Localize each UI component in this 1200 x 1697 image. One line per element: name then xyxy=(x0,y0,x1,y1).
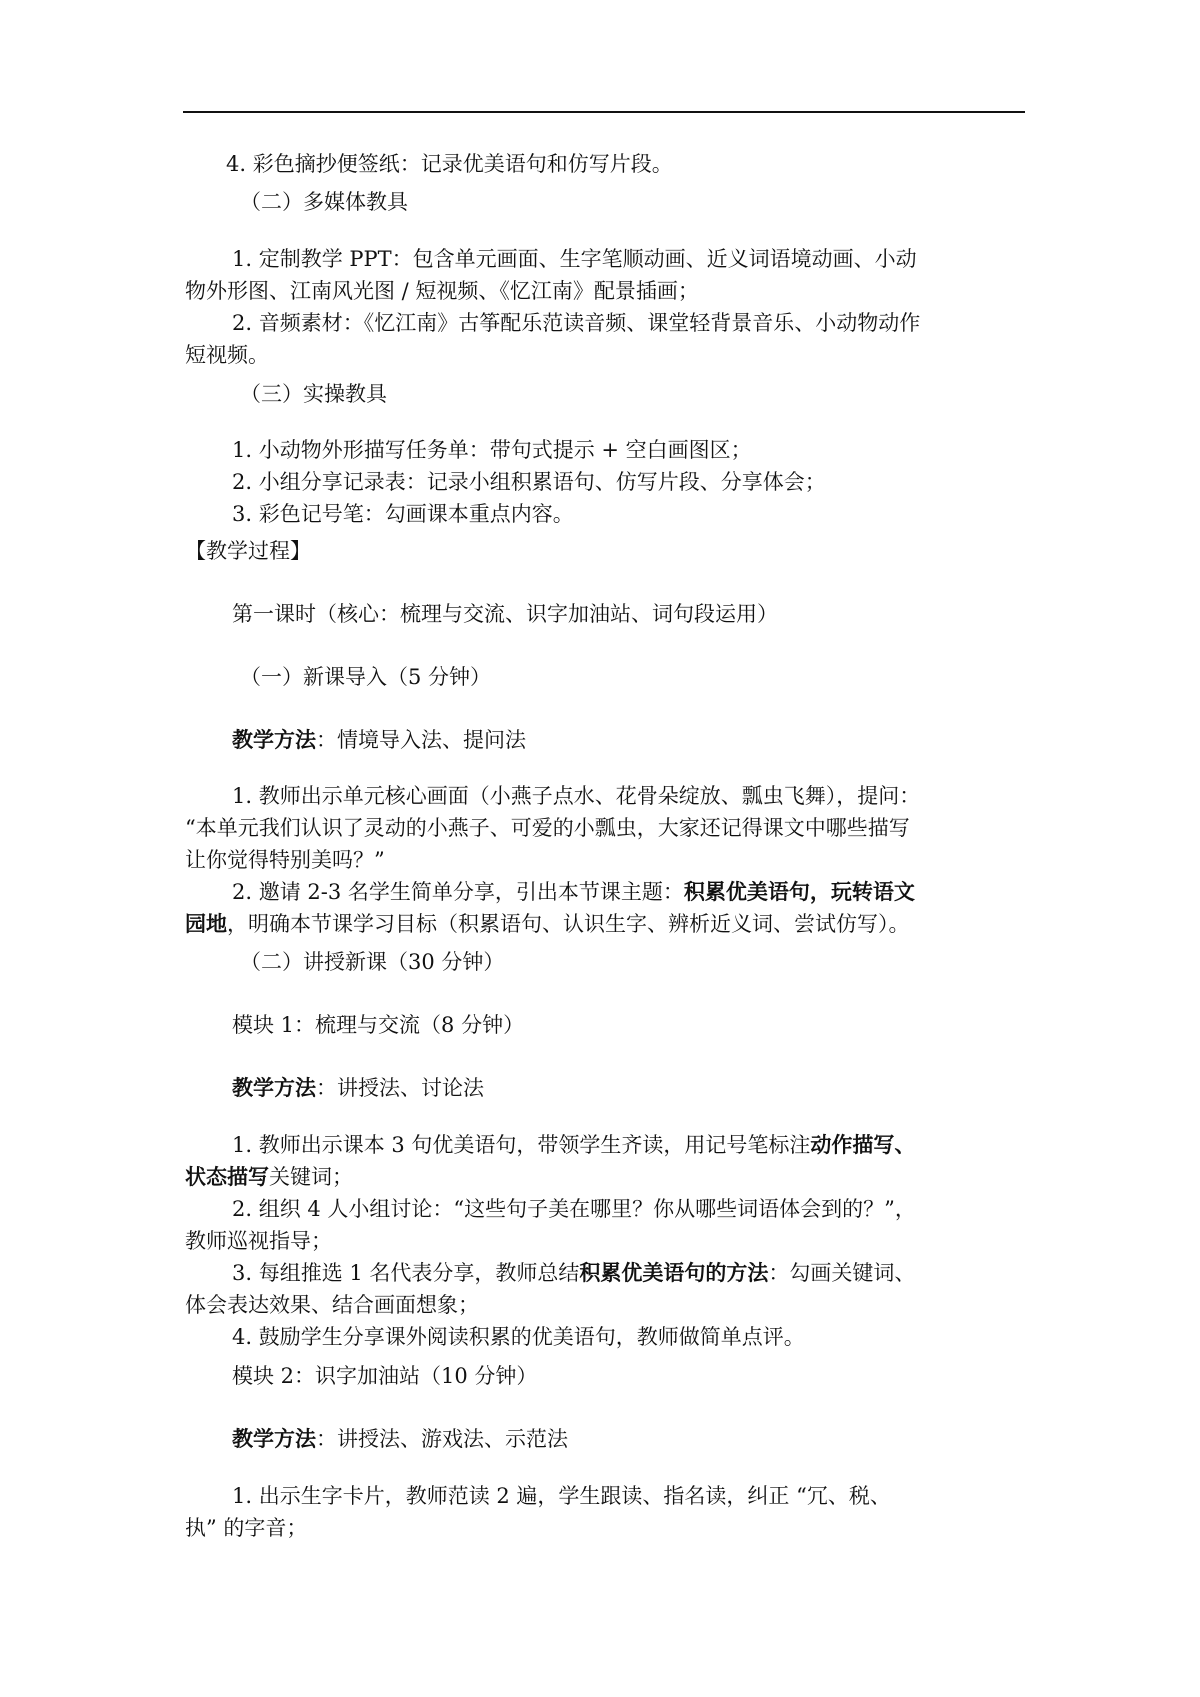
paragraph-intro-2-cont: 园地，明确本节课学习目标（积累语句、认识生字、辨析近义词、尝试仿写）。 xyxy=(185,911,910,936)
method-module-2: 教学方法：讲授法、游戏法、示范法 xyxy=(232,1426,568,1451)
paragraph-m1-1: 1. 教师出示课本 3 句优美语句，带领学生齐读，用记号笔标注动作描写、 xyxy=(232,1132,916,1157)
paragraph-m1-3-cont: 体会表达效果、结合画面想象； xyxy=(185,1293,479,1317)
section-heading-process: 【教学过程】 xyxy=(185,539,311,563)
list-item-audio: 2. 音频素材：《忆江南》古筝配乐范读音频、课堂轻背景音乐、小动物动作 xyxy=(232,311,921,335)
header-rule xyxy=(183,111,1025,113)
paragraph-m1-4: 4. 鼓励学生分享课外阅读积累的优美语句，教师做简单点评。 xyxy=(232,1325,805,1349)
list-item-audio-cont: 短视频。 xyxy=(185,343,269,367)
list-item-marker: 3. 彩色记号笔：勾画课本重点内容。 xyxy=(232,502,574,526)
section-heading-practical: （三）实操教具 xyxy=(240,382,387,406)
paragraph-intro-2: 2. 邀请 2-3 名学生简单分享，引出本节课主题：积累优美语句，玩转语文 xyxy=(232,879,915,904)
paragraph-m1-2-cont: 教师巡视指导； xyxy=(185,1229,332,1253)
paragraph-m1-3: 3. 每组推选 1 名代表分享，教师总结积累优美语句的方法：勾画关键词、 xyxy=(232,1260,916,1285)
list-item-record-sheet: 2. 小组分享记录表：记录小组积累语句、仿写片段、分享体会； xyxy=(232,470,826,494)
list-item-ppt: 1. 定制教学 PPT：包含单元画面、生字笔顺动画、近义词语境动画、小动 xyxy=(232,247,917,271)
section-heading-new-lesson: （二）讲授新课（30 分钟） xyxy=(240,950,505,974)
section-heading-intro: （一）新课导入（5 分钟） xyxy=(240,665,492,689)
paragraph-m1-1-cont: 状态描写关键词； xyxy=(185,1164,353,1189)
paragraph-m1-2: 2. 组织 4 人小组讨论：“这些句子美在哪里？你从哪些词语体会到的？”， xyxy=(232,1197,916,1221)
section-heading-multimedia: （二）多媒体教具 xyxy=(240,190,408,214)
paragraph-m2-1-cont: 执” 的字音； xyxy=(185,1516,308,1540)
module-1-title: 模块 1：梳理与交流（8 分钟） xyxy=(232,1013,525,1037)
paragraph-intro-1-cont2: 让你觉得特别美吗？” xyxy=(185,848,385,872)
list-item-task-sheet: 1. 小动物外形描写任务单：带句式提示 + 空白画图区； xyxy=(232,438,752,462)
list-item-ppt-cont: 物外形图、江南风光图 / 短视频、《忆江南》配景插画； xyxy=(185,279,699,303)
method-intro: 教学方法：情境导入法、提问法 xyxy=(232,727,526,752)
list-item-notes: 4. 彩色摘抄便签纸：记录优美语句和仿写片段。 xyxy=(226,152,673,176)
method-module-1: 教学方法：讲授法、讨论法 xyxy=(232,1075,484,1100)
paragraph-m2-1: 1. 出示生字卡片，教师范读 2 遍，学生跟读、指名读，纠正 “冗、税、 xyxy=(232,1484,891,1508)
paragraph-intro-1: 1. 教师出示单元核心画面（小燕子点水、花骨朵绽放、瓢虫飞舞），提问： xyxy=(232,784,921,808)
lesson-title: 第一课时（核心：梳理与交流、识字加油站、词句段运用） xyxy=(232,602,778,626)
paragraph-intro-1-cont: “本单元我们认识了灵动的小燕子、可爱的小瓢虫，大家还记得课文中哪些描写 xyxy=(185,816,910,840)
module-2-title: 模块 2：识字加油站（10 分钟） xyxy=(232,1364,538,1388)
